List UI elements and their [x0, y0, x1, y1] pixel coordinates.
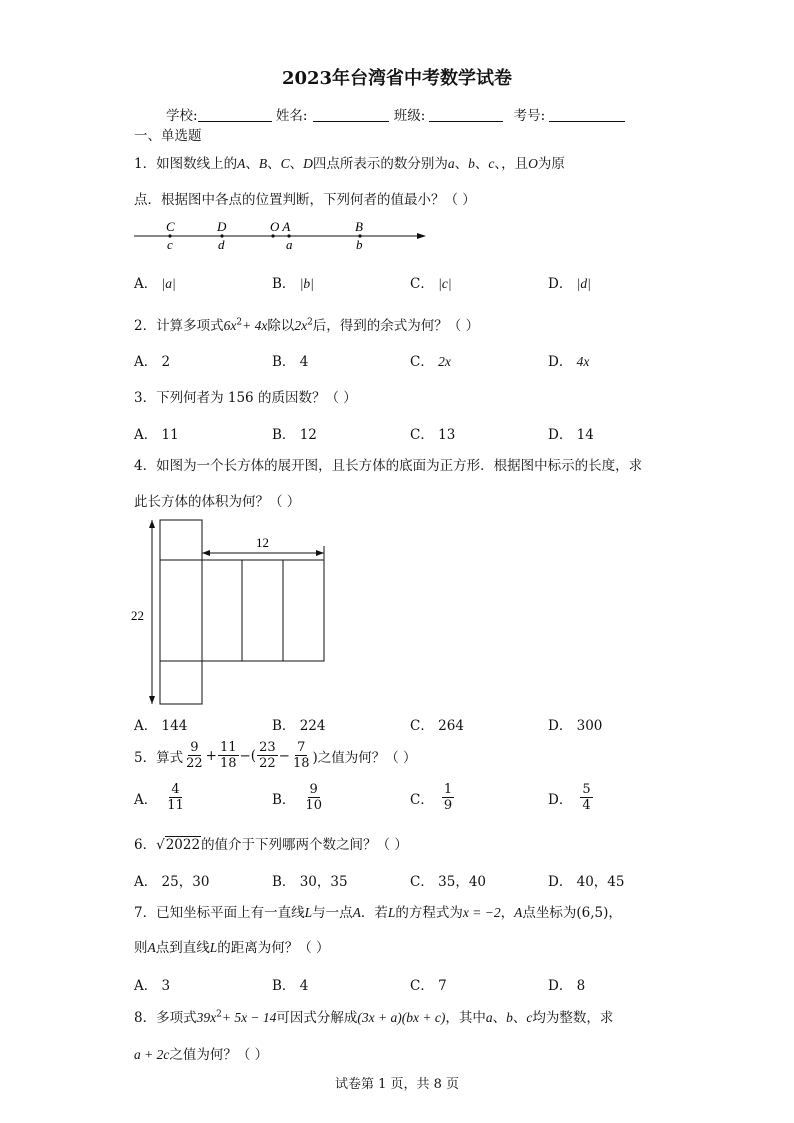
- q7-option-c[interactable]: C． 7: [410, 978, 447, 994]
- q4-option-a[interactable]: A． 144: [134, 718, 188, 734]
- name-blank[interactable]: [313, 107, 389, 122]
- q6-option-d[interactable]: D． 40，45: [548, 874, 625, 890]
- dim-label-12: 12: [256, 535, 269, 550]
- school-label: 学校:: [166, 108, 198, 124]
- page-footer: 试卷第 1 页，共 8 页: [334, 1077, 460, 1092]
- question-4-line-1: 4．如图为一个长方体的展开图，且长方体的底面为正方形．根据图中标示的长度，求: [134, 458, 643, 474]
- number-line-figure: [130, 218, 430, 254]
- label-D: D: [217, 219, 227, 234]
- class-label: 班级:: [393, 108, 426, 124]
- dim-arrow-left-icon: [202, 550, 210, 556]
- label-a: a: [286, 237, 293, 252]
- label-B: B: [355, 219, 363, 234]
- q6-option-c[interactable]: C． 35，40: [410, 874, 486, 890]
- q7-option-b[interactable]: B． 4: [272, 978, 309, 994]
- q6-option-b[interactable]: B． 30，35: [272, 874, 348, 890]
- q6-option-a[interactable]: A． 25，30: [134, 874, 210, 890]
- question-2: 2．计算多项式$6x^2+ 4x$除以$2x^2$后，得到的余式为何？（ ）: [134, 317, 480, 334]
- q7-option-a[interactable]: A． 3: [134, 978, 171, 994]
- q5-option-a[interactable]: A． $\frac{4}{11}$: [134, 782, 184, 813]
- question-1-line-2: 点．根据图中各点的位置判断，下列何者的值最小？（ ）: [134, 192, 476, 208]
- section-heading: 一、单选题: [134, 128, 202, 144]
- label-d: d: [218, 237, 225, 252]
- net-vertical-strip: [160, 520, 202, 704]
- q2-option-d[interactable]: D． 4x: [548, 354, 590, 370]
- q2-option-c[interactable]: C． 2x: [410, 354, 451, 370]
- q5-option-c[interactable]: C． $\frac{1}{9}$: [410, 782, 453, 813]
- q4-option-b[interactable]: B． 224: [272, 718, 326, 734]
- cuboid-net-figure: [128, 516, 334, 708]
- q3-option-c[interactable]: C． 13: [410, 427, 456, 443]
- q3-option-d[interactable]: D． 14: [548, 427, 594, 443]
- question-1-line-1: 1．如图数线上的A、B、C、D四点所表示的数分别为a、b、c、，且O为原: [134, 156, 565, 172]
- name-label: 姓名:: [275, 108, 308, 124]
- q1-option-d[interactable]: D． |d|: [548, 276, 591, 292]
- exam-no-label: 考号:: [513, 108, 546, 124]
- dim-arrow-down-icon: [149, 696, 155, 704]
- question-4-line-2: 此长方体的体积为何？（ ）: [134, 494, 301, 510]
- question-7-line-2: 则A点到直线L的距离为何？（ ）: [134, 940, 330, 956]
- q2-option-a[interactable]: A． 2: [134, 354, 171, 370]
- point-o: [271, 234, 274, 237]
- q4-option-c[interactable]: C． 264: [410, 718, 464, 734]
- dim-label-22: 22: [131, 608, 144, 623]
- question-8-line-1: 8．多项式$39x^2+ 5x - 14$可因式分解成(3x + a)(bx + c)，其中a、b、c均为整数，求: [134, 1009, 614, 1026]
- class-blank[interactable]: [429, 107, 503, 122]
- sqrt-icon: √: [156, 837, 165, 853]
- dim-arrow-up-icon: [149, 520, 155, 528]
- question-7-line-1: 7．已知坐标平面上有一直线L与一点A．若L的方程式为x = −2，A点坐标为(6,5)，: [134, 905, 622, 921]
- q1-option-c[interactable]: C． |c|: [410, 276, 452, 292]
- q1-option-a[interactable]: A． |a|: [134, 276, 176, 292]
- number-line-arrow-icon: [417, 233, 426, 239]
- q3-option-b[interactable]: B． 12: [272, 427, 317, 443]
- label-C: C: [166, 219, 175, 234]
- question-5: 5．算式 $\frac{9}{22}$ + $\frac{11}{18}$ −( $\frac{23}{22}$ − $\frac{7}{18}$ )之值为何？（ ）: [134, 740, 417, 771]
- question-3: 3．下列何者为 156 的质因数？（ ）: [134, 390, 357, 406]
- label-b: b: [356, 237, 363, 252]
- exam-no-blank[interactable]: [549, 107, 625, 122]
- question-6: 6．√2022的值介于下列哪两个数之间？（ ）: [134, 837, 408, 853]
- question-8-line-2: a + 2c之值为何？（ ）: [134, 1047, 269, 1063]
- dim-arrow-right-icon: [316, 550, 324, 556]
- student-info-row: [166, 104, 625, 124]
- q5-option-d[interactable]: D． $\frac{5}{4}$: [548, 782, 591, 813]
- q1-option-b[interactable]: B． |b|: [272, 276, 314, 292]
- q3-option-a[interactable]: A． 11: [134, 427, 179, 443]
- exam-title: 2023年台湾省中考数学试卷: [281, 68, 513, 89]
- q2-option-b[interactable]: B． 4: [272, 354, 309, 370]
- q4-option-d[interactable]: D． 300: [548, 718, 603, 734]
- q5-option-b[interactable]: B． $\frac{9}{10}$: [272, 782, 322, 813]
- q7-option-d[interactable]: D． 8: [548, 978, 586, 994]
- label-c: c: [167, 237, 173, 252]
- label-OA: O A: [270, 219, 291, 234]
- school-blank[interactable]: [198, 107, 272, 122]
